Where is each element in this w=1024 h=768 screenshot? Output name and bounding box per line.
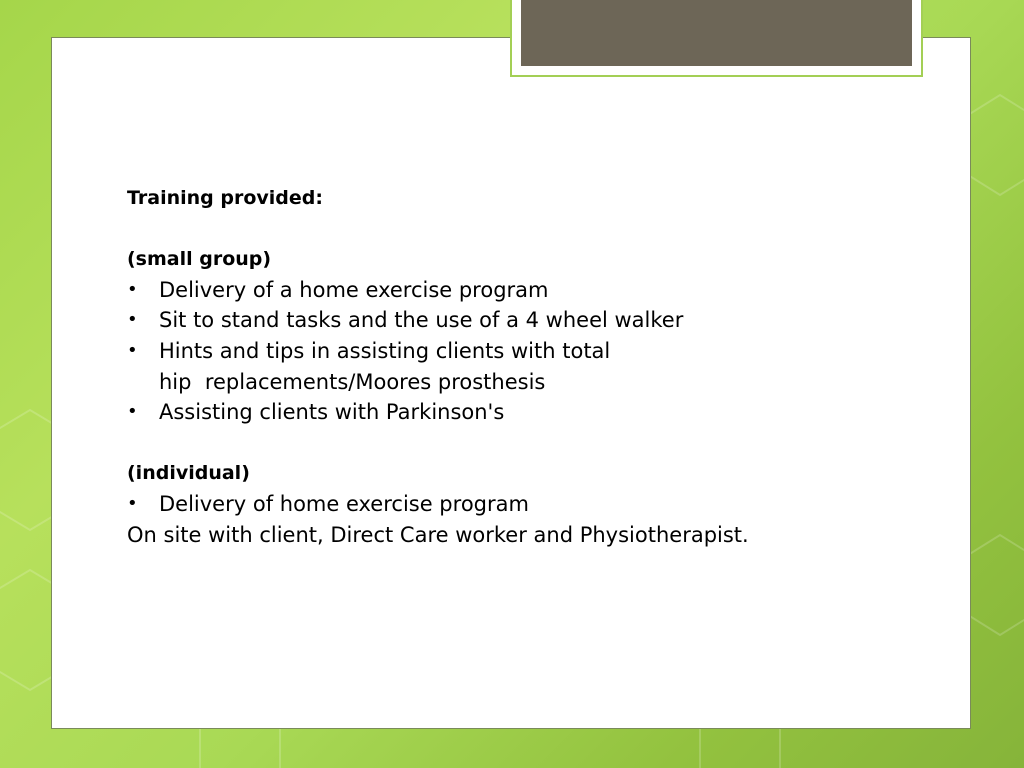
list-item — [127, 336, 907, 367]
list-item — [127, 489, 907, 520]
blank-line — [127, 214, 907, 245]
title-placeholder-fill — [521, 0, 912, 66]
blank-line — [127, 428, 907, 459]
list-item-text: Sit to stand tasks and the use of a 4 wheel walker — [159, 308, 684, 333]
title-placeholder-box — [510, 0, 923, 77]
slide-body — [127, 183, 907, 550]
closing-line: On site with client, Direct Care worker and Physiotherapist. — [127, 522, 749, 547]
slide-heading: Training provided: — [127, 187, 323, 209]
list-item-text: Delivery of home exercise program — [159, 491, 529, 516]
list-item-text: Assisting clients with Parkinson's — [159, 400, 505, 425]
list-item — [127, 275, 907, 306]
list-item-text: Delivery of a home exercise program — [159, 277, 549, 302]
list-item — [127, 305, 907, 336]
bullet-icon: • — [127, 278, 138, 300]
bullet-icon: • — [127, 339, 138, 361]
bullet-icon: • — [127, 401, 138, 423]
bullet-icon: • — [127, 492, 138, 514]
list-item — [127, 397, 907, 428]
individual-label: (individual) — [127, 462, 250, 485]
list-item-continuation: hip replacements/Moores prosthesis — [159, 369, 546, 394]
list-item-text: Hints and tips in assisting clients with total — [159, 338, 611, 363]
group-label: (small group) — [127, 248, 272, 271]
bullet-icon: • — [127, 309, 138, 331]
